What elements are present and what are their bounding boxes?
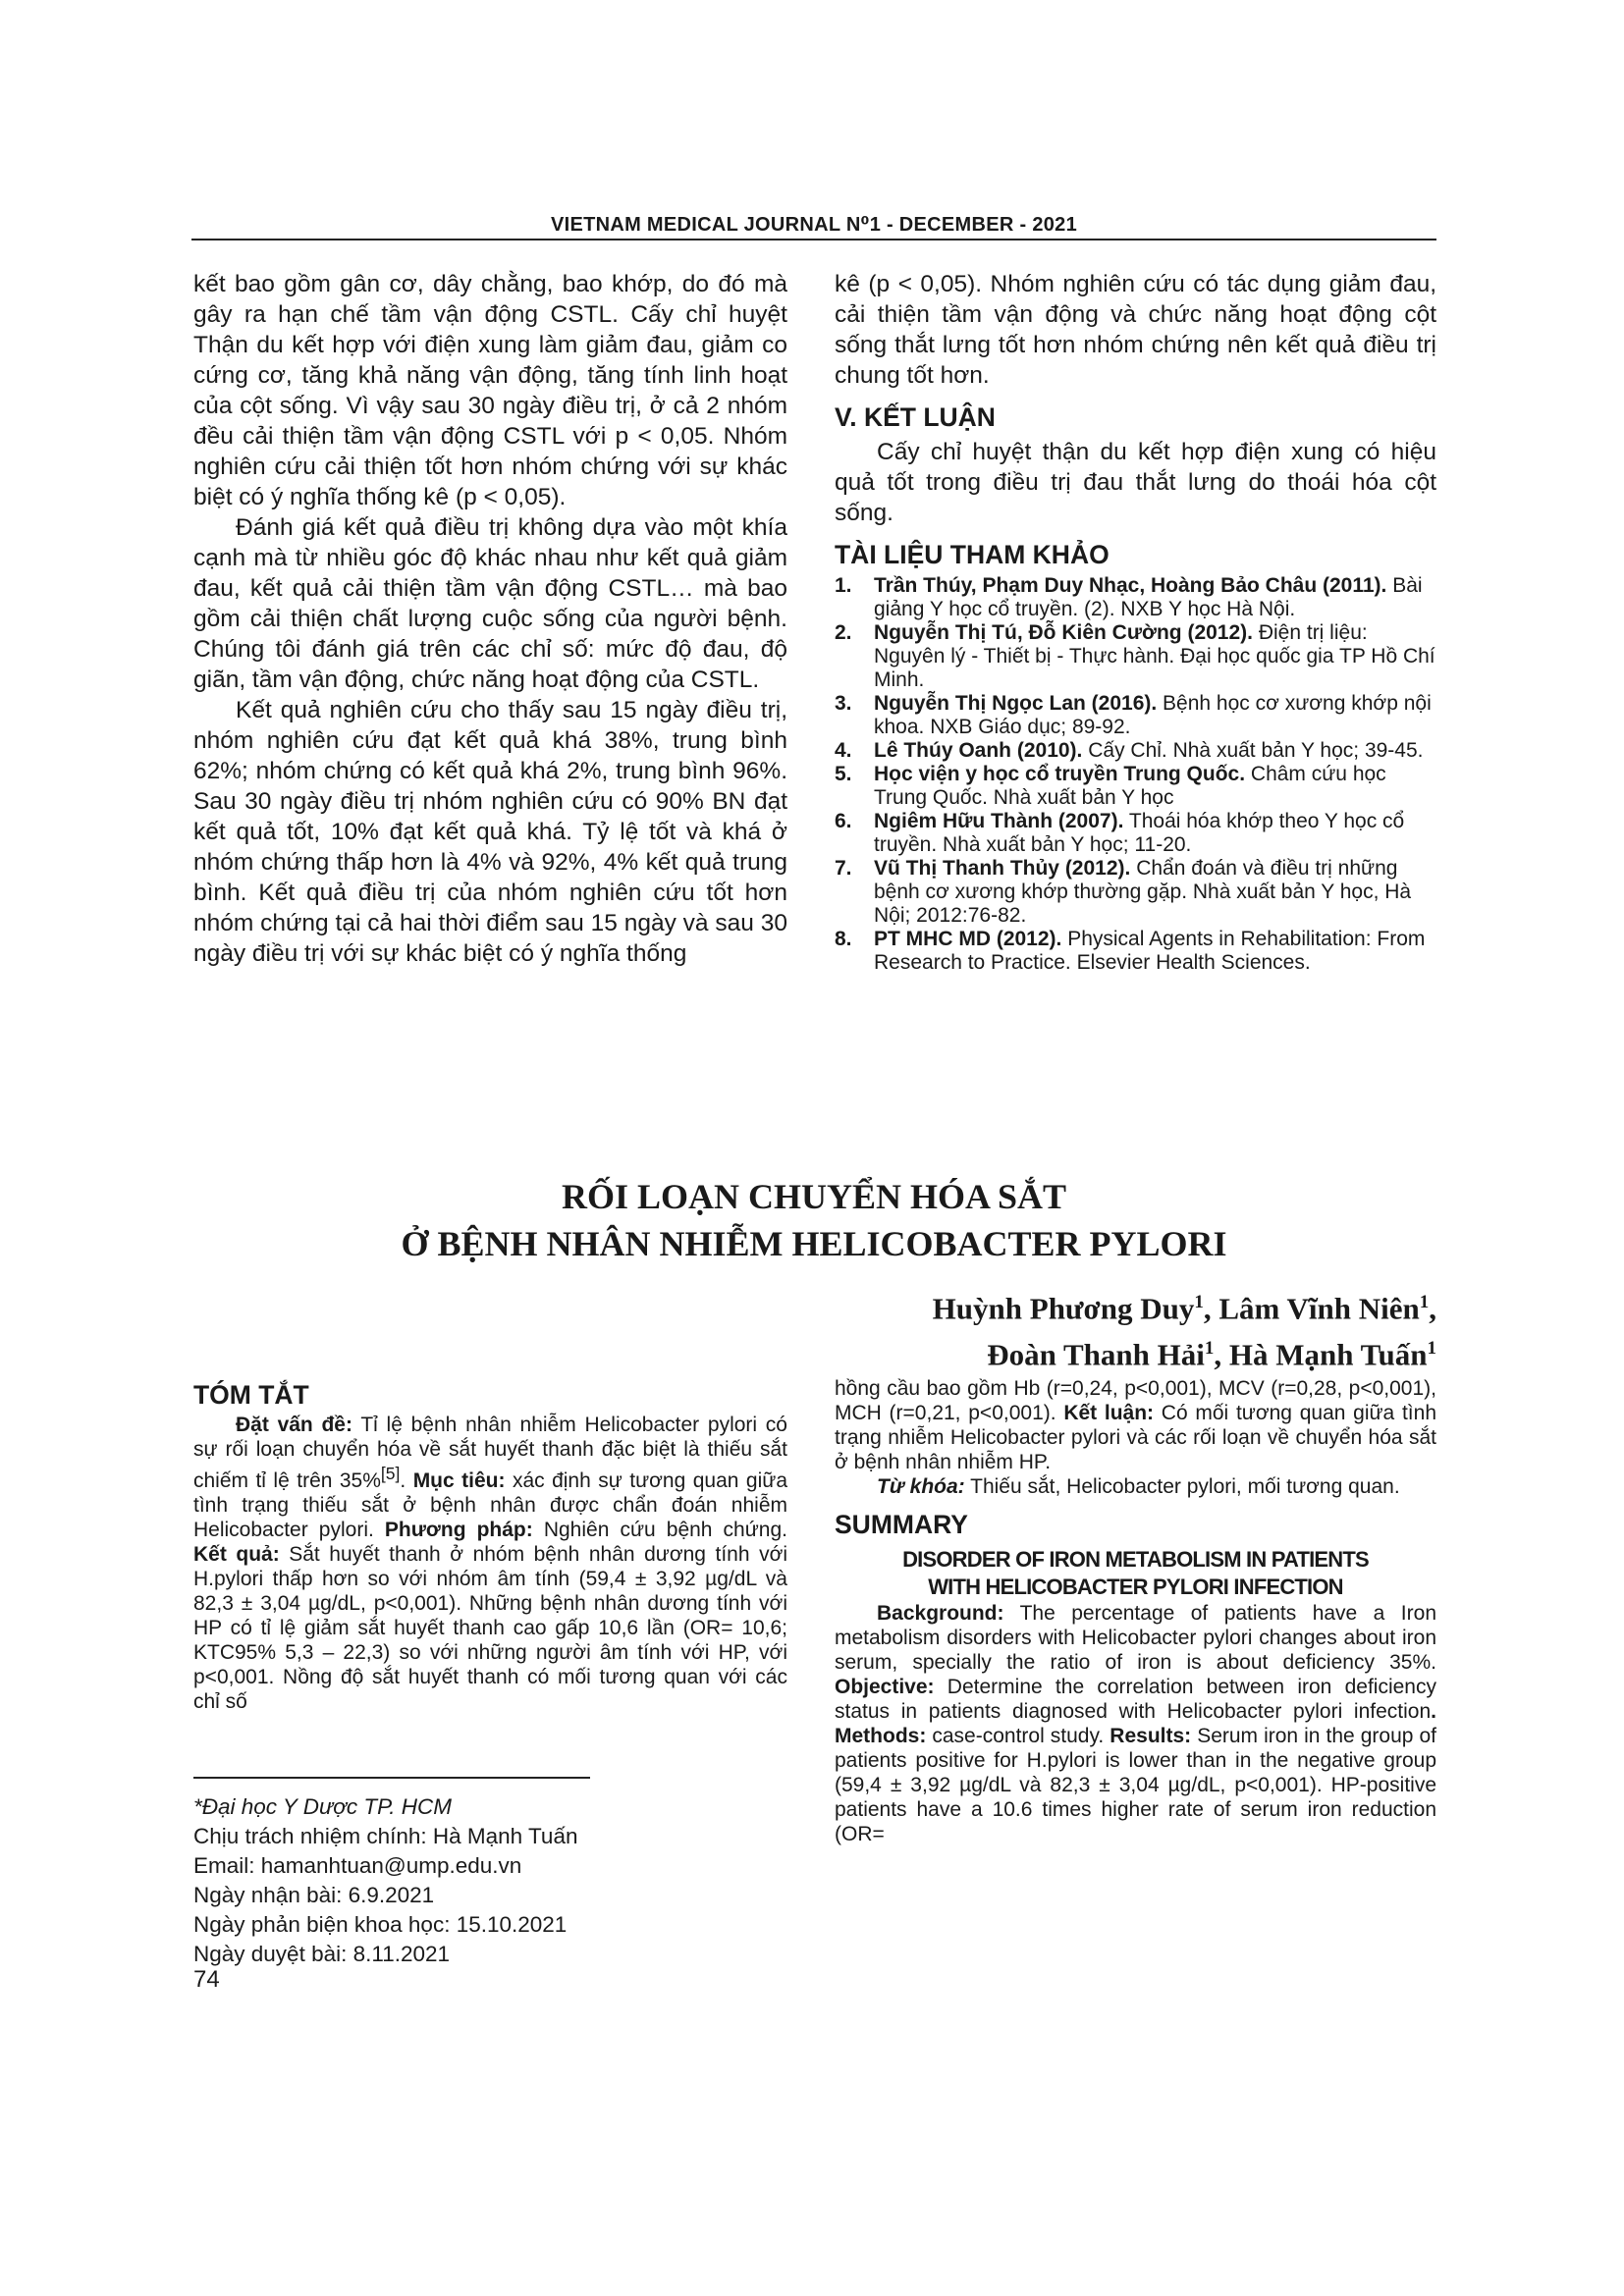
reference-author: Lê Thúy Oanh (2010). — [874, 739, 1083, 762]
summary-text — [835, 1601, 1436, 1846]
abstract-right-column — [835, 1376, 1436, 1846]
text-punctuation: . — [400, 1469, 413, 1492]
conclusion-heading: V. KẾT LUẬN — [835, 402, 996, 432]
footnote — [193, 1792, 787, 1969]
keywords — [835, 1474, 1436, 1499]
reference-detail: Physical Agents in Rehabilitation: From Research to Practice. Elsevier Health Sciences. — [874, 928, 1426, 974]
footnote-affiliation: *Đại học Y Dược TP. HCM — [193, 1794, 452, 1819]
text-background: Tỉ lệ bệnh nhân nhiễm Helicobacter pylori có sự rối loạn chuyển hóa về sắt huyết thanh đặc biệt là thiếu sắt chiếm tỉ lệ trên 35% — [193, 1414, 787, 1492]
reference-list — [835, 574, 1436, 975]
text-conclusion: Có mối tương quan giữa tình trạng nhiễm Helicobacter pylori và các rối loạn về chuyển hóa sắt ở bệnh nhân nhiễm HP. — [835, 1402, 1437, 1473]
left-column — [193, 269, 787, 969]
journal-header: VIETNAM MEDICAL JOURNAL N⁰1 - DECEMBER - 2021 — [550, 214, 1078, 236]
summary-title — [835, 1546, 1436, 1601]
reference-author: Nguyễn Thị Tú, Đỗ Kiên Cường (2012). — [874, 621, 1253, 644]
author-affiliation-mark: 1 — [1204, 1338, 1215, 1360]
label-keywords: Từ khóa: — [877, 1475, 965, 1498]
summary-heading: SUMMARY — [835, 1510, 968, 1539]
reference-number: 4. — [835, 739, 852, 762]
text-punctuation: . — [1431, 1700, 1436, 1723]
reference-item — [835, 928, 1436, 975]
page-number: 74 — [193, 1966, 220, 1993]
reference-item — [835, 810, 1436, 857]
article-title-line: RỐI LOẠN CHUYỂN HÓA SẮT — [561, 1177, 1067, 1216]
author-separator: , — [1429, 1291, 1436, 1326]
reference-detail: Bệnh học cơ xương khớp nội khoa. NXB Giáo dục; 89-92. — [874, 692, 1432, 738]
reference-author: Trần Thúy, Phạm Duy Nhạc, Hoàng Bảo Châu (2011). — [874, 574, 1387, 597]
label-methods-en: Methods: — [835, 1725, 927, 1747]
label-results: Kết quả: — [193, 1543, 280, 1566]
summary-title-line: DISORDER OF IRON METABOLISM IN PATIENTS — [902, 1547, 1369, 1572]
conclusion-text: Cấy chỉ huyệt thận du kết hợp điện xung có hiệu quả tốt trong điều trị đau thắt lưng do thoái hóa cột sống. — [835, 439, 1436, 526]
paragraph: Kết quả nghiên cứu cho thấy sau 15 ngày điều trị, nhóm nghiên cứu đạt kết quả khá 38%, trung bình 62%; nhóm chứng có kết quả khá 2%, trung bình 96%. Sau 30 ngày điều trị nhóm nghiên cứu có 90% BN đạt kết quả tốt, 10% đạt kết quả khá. Tỷ lệ tốt và khá ở nhóm chứng thấp hơn là 4% và 92%, 4% kết quả trung bình. Kết quả điều trị của nhóm nghiên cứu tốt hơn nhóm chứng tại cả hai thời điểm sau 15 ngày và sau 30 ngày điều trị với sự khác biệt có ý nghĩa thống — [193, 697, 787, 967]
text-results: Sắt huyết thanh ở nhóm bệnh nhân dương tính với H.pylori thấp hơn so với nhóm âm tính (59,4 ± 3,92 µg/dL và 82,3 ± 3,04 µg/dL, p<0,001). Những bệnh nhân dương tính với HP có tỉ lệ giảm sắt huyết thanh cao gấp 10,6 lần (OR= 10,6; KTC95% 5,3 – 22,3) so với những người âm tính với HP, với p<0,001. Nồng độ sắt huyết thanh có mối tương quan với các chỉ số — [193, 1543, 788, 1713]
reference-item — [835, 692, 1436, 739]
text-background-en: The percentage of patients have a Iron metabolism disorders with Helicobacter pylori changes about iron serum, specially the ratio of iron is about deficiency 35%. — [835, 1602, 1436, 1674]
reference-item — [835, 763, 1436, 810]
author-line — [933, 1328, 1436, 1374]
reference-detail: Cấy Chỉ. Nhà xuất bản Y học; 39-45. — [1082, 739, 1424, 762]
reference-number: 2. — [835, 621, 852, 644]
footnote-rule — [193, 1777, 590, 1779]
reference-author: Ngiêm Hữu Thành (2007). — [874, 810, 1124, 832]
article-title-line: Ở BỆNH NHÂN NHIỄM HELICOBACTER PYLORI — [401, 1224, 1227, 1263]
reference-item — [835, 621, 1436, 692]
reference-detail: Châm cứu học Trung Quốc. Nhà xuất bản Y học — [874, 763, 1386, 809]
abstract-text — [193, 1413, 787, 1714]
footnote-reviewed: Ngày phản biện khoa học: 15.10.2021 — [193, 1912, 568, 1937]
reference-number: 5. — [835, 763, 852, 785]
reference-item — [835, 857, 1436, 928]
paragraph: kết bao gồm gân cơ, dây chằng, bao khớp, do đó mà gây ra hạn chế tầm vận động CSTL. Cấy chỉ huyệt Thận du kết hợp với điện xung làm giảm đau, giảm co cứng cơ, tăng khả năng vận động, tăng tính linh hoạt của cột sống. Vì vậy sau 30 ngày điều trị, ở cả 2 nhóm đều cải thiện tầm vận động CSTL với p < 0,05. Nhóm nghiên cứu cải thiện tốt hơn nhóm chứng với sự khác biệt có ý nghĩa thống kê (p < 0,05). — [193, 271, 787, 510]
reference-number: 6. — [835, 810, 852, 832]
reference-number: 3. — [835, 692, 852, 715]
text-results-en: Serum iron in the group of patients positive for H.pylori is lower than in the negative group (59,4 ± 3,92 µg/dL và 82,3 ± 3,04 µg/dL, p<0,001). HP-positive patients have a 10.6 times higher rate of serum iron reduction (OR= — [835, 1725, 1437, 1845]
header-rule — [191, 239, 1436, 240]
right-column — [835, 269, 1436, 975]
author-affiliation-mark: 1 — [1427, 1338, 1436, 1360]
footnote-responsible: Chịu trách nhiệm chính: Hà Mạnh Tuấn — [193, 1824, 578, 1848]
author-separator: , — [1214, 1337, 1229, 1372]
label-background: Đặt vấn đề: — [236, 1414, 352, 1436]
reference-detail: Điện trị liệu: Nguyên lý - Thiết bị - Thực hành. Đại học quốc gia TP Hồ Chí Minh. — [874, 621, 1435, 691]
reference-item — [835, 739, 1436, 763]
author-line — [933, 1282, 1436, 1328]
citation-mark: [5] — [380, 1464, 401, 1483]
paragraph: kê (p < 0,05). Nhóm nghiên cứu có tác dụng giảm đau, cải thiện tầm vận động và chức năng hoạt động cột sống thắt lưng tốt hơn nhóm chứng nên kết quả điều trị chung tốt hơn. — [835, 271, 1436, 389]
label-objective: Mục tiêu: — [412, 1469, 506, 1492]
reference-author: PT MHC MD (2012). — [874, 928, 1062, 950]
summary-title-line: WITH HELICOBACTER PYLORI INFECTION — [928, 1575, 1343, 1599]
footnote-accepted: Ngày duyệt bài: 8.11.2021 — [193, 1942, 451, 1966]
author-name: Huỳnh Phương Duy — [932, 1291, 1195, 1326]
author-separator: , — [1203, 1291, 1219, 1326]
label-objective-en: Objective: — [835, 1676, 935, 1698]
footnote-email: Email: hamanhtuan@ump.edu.vn — [193, 1853, 522, 1878]
label-results-en: Results: — [1110, 1725, 1192, 1747]
author-list — [933, 1282, 1436, 1375]
abstract-vietnamese — [193, 1379, 787, 1714]
article-title — [191, 1173, 1436, 1267]
abstract-heading: TÓM TẮT — [193, 1380, 309, 1410]
text-objective: xác định sự tương quan giữa tình trạng thiếu sắt ở bệnh nhân được chẩn đoán nhiễm Helicobacter pylori. — [193, 1469, 787, 1541]
reference-number: 8. — [835, 928, 852, 950]
footnote-received: Ngày nhận bài: 6.9.2021 — [193, 1883, 435, 1907]
text-objective-en: Determine the correlation between iron deficiency status in patients diagnosed with Helicobacter pylori infection — [835, 1676, 1436, 1723]
author-name: Lâm Vĩnh Niên — [1218, 1291, 1420, 1326]
reference-author: Học viện y học cổ truyền Trung Quốc. — [874, 763, 1246, 785]
author-affiliation-mark: 1 — [1194, 1292, 1204, 1312]
text-results-continued: hồng cầu bao gồm Hb (r=0,24, p<0,001), MCV (r=0,28, p<0,001), MCH (r=0,21, p<0,001). — [835, 1377, 1436, 1424]
reference-detail: Chẩn đoán và điều trị những bệnh cơ xương khớp thường gặp. Nhà xuất bản Y học, Hà Nội; 2012:76-82. — [874, 857, 1412, 927]
text-methods-en: case-control study. — [926, 1725, 1110, 1747]
references-heading: TÀI LIỆU THAM KHẢO — [835, 540, 1110, 569]
author-affiliation-mark: 1 — [1419, 1292, 1430, 1312]
reference-number: 7. — [835, 857, 852, 880]
reference-item — [835, 574, 1436, 621]
reference-detail: Thoái hóa khớp theo Y học cổ truyền. Nhà xuất bản Y học; 11-20. — [874, 810, 1405, 856]
text-keywords: Thiếu sắt, Helicobacter pylori, mối tương quan. — [964, 1475, 1400, 1498]
author-name: Đoàn Thanh Hải — [987, 1337, 1205, 1372]
paragraph: Đánh giá kết quả điều trị không dựa vào một khía cạnh mà từ nhiều góc độ khác nhau như kết quả giảm đau, kết quả cải thiện tầm vận động CSTL… mà bao gồm cải thiện chất lượng cuộc sống của người bệnh. Chúng tôi đánh giá trên các chỉ số: mức độ đau, độ giãn, tầm vận động, chức năng hoạt động của CSTL. — [193, 514, 787, 693]
abstract-text — [835, 1376, 1436, 1474]
reference-author: Nguyễn Thị Ngọc Lan (2016). — [874, 692, 1158, 715]
author-name: Hà Mạnh Tuấn — [1228, 1337, 1428, 1372]
label-methods: Phương pháp: — [384, 1519, 533, 1541]
reference-number: 1. — [835, 574, 852, 597]
label-background-en: Background: — [877, 1602, 1004, 1625]
reference-author: Vũ Thị Thanh Thủy (2012). — [874, 857, 1131, 880]
label-conclusion: Kết luận: — [1063, 1402, 1155, 1424]
reference-detail: Bài giảng Y học cổ truyền. (2). NXB Y học Hà Nội. — [874, 574, 1423, 620]
text-methods: Nghiên cứu bệnh chứng. — [532, 1519, 787, 1541]
